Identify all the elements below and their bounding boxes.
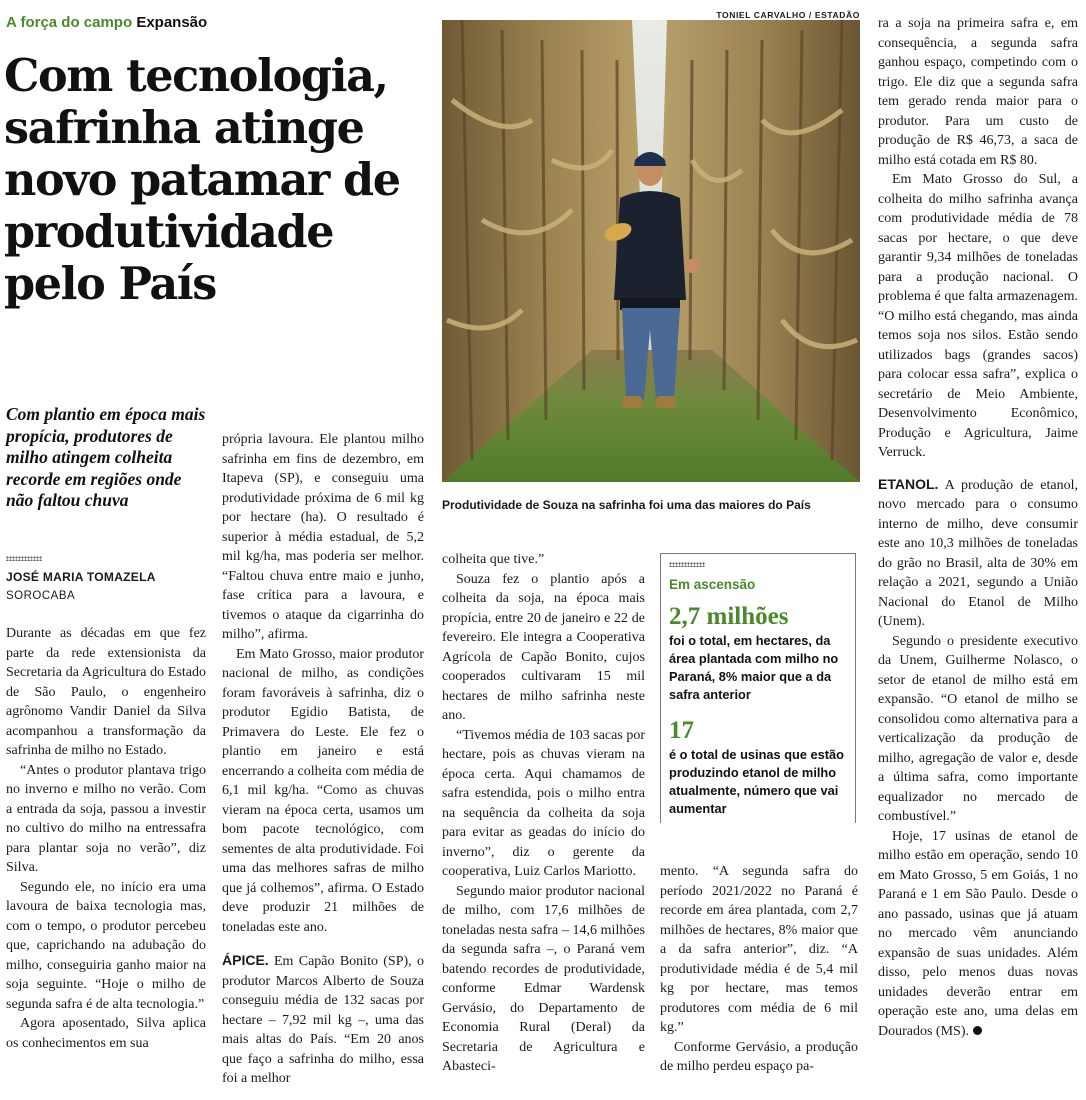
- photo-caption: Produtividade de Souza na safrinha foi uma das maiores do País: [442, 498, 811, 512]
- stat-value: 2,7 milhões: [669, 603, 789, 630]
- paragraph: ra a soja na primeira safra e, em consequência, a segunda safra ganhou espaço, competindo com o trigo. Ele diz que a segunda safra tem gerado renda maior para o produtor. Para um custo de produção de R$ 46,73, a saca de milho está cotada em R$ 80.: [878, 16, 1078, 168]
- stat-description: é o total de usinas que estão produzindo etanol de milho atualmente, número que vai aumentar: [669, 747, 844, 816]
- paragraph-apice: [222, 951, 424, 1089]
- box-divider: [669, 562, 705, 567]
- paragraph: Souza fez o plantio após a colheita da soja, na época mais propícia, entre 20 de janeiro e 22 de fevereiro. Ele integra a Cooperativa Agrícola de Capão Bonito, cujos cooperados cultivaram 15 mil hectares de milho safrinha neste ano.: [442, 571, 645, 723]
- byline-divider: [6, 556, 42, 561]
- paragraph: Segundo maior produtor nacional de milho, com 17,6 milhões de toneladas nesta safra – 14,6 milhões da segunda safra –, o Paraná vem batendo recordes de produtividade, conforme Edmar Wardensk Gervásio, do Departamento de Economia Rural (Deral) da Secretaria de Agricultura e Abasteci-: [442, 883, 645, 1074]
- stats-sidebar-box: [660, 553, 856, 823]
- paragraph: Agora aposentado, Silva aplica os conhecimentos em sua: [6, 1016, 206, 1051]
- photo-credit: TONIEL CARVALHO / ESTADÃO: [716, 10, 860, 20]
- subhead: Com plantio em época mais propícia, produtores de milho atingem colheita recorde em regiões onde não faltou chuva: [6, 404, 206, 510]
- article-column-1: [6, 624, 206, 1053]
- paragraph: Durante as décadas em que fez parte da rede extensionista da Secretaria da Agricultura do Estado de São Paulo, o engenheiro agrônomo Vandir Daniel da Silva acompanhou a transformação da safrinha de milho no Estado.: [6, 626, 206, 758]
- article-column-2: [222, 430, 424, 1089]
- end-of-article-bullet: [973, 1026, 982, 1035]
- paragraph: Conforme Gervásio, a produção de milho perdeu espaço pa-: [660, 1039, 858, 1074]
- section-name: A força do campo: [6, 14, 133, 31]
- box-title: Em ascensão: [669, 577, 756, 592]
- topic-name: Expansão: [136, 14, 208, 31]
- paragraph-text: Em Capão Bonito (SP), o produtor Marcos Alberto de Souza conseguiu média de 132 sacas por hectare – 7,92 mil kg –, uma das mais altas do País. “Em 20 anos que faço a safrinha do milho, essa foi a melhor: [222, 954, 424, 1086]
- headline: Com tecnologia, safrinha atinge novo patamar de produtividade pelo País: [4, 50, 400, 310]
- paragraph: Em Mato Grosso do Sul, a colheita do milho safrinha avança com produtividade média de 78 sacas por hectare, o que deve garantir 9,34 milhões de toneladas para a produção nacional. O problema é que falta armazenagem. “O milho está chegando, mas ainda temos soja nos silos. Estão sendo utilizados bags (grandes sacos) para colocar essa safra”, explica o secretário de Meio Ambiente, Desenvolvimento Econômico, Produção e Agricultura, Jaime Verruck.: [878, 172, 1078, 460]
- paragraph: própria lavoura. Ele plantou milho safrinha em fins de dezembro, em Itapeva (SP), e conseguiu uma produtividade próxima de 6 mil kg por hectare (ha). O resultado é superior à média estadual, de 5,2 mil kg/ha, mas poderia ser melhor. “Faltou chuva entre maio e junho, fase crítica para a lavoura, e tivemos o ataque da cigarrinha do milho”, afirma.: [222, 432, 424, 642]
- paragraph: Segundo ele, no início era uma lavoura de baixa tecnologia mas, com o tempo, o produtor percebeu que, caprichando na adubação do milho, conseguiria ganho maior na soja seguinte. “Hoje o milho de segunda safra é de alta tecnologia.”: [6, 879, 206, 1012]
- article-column-5: [878, 14, 1078, 1041]
- paragraph-text: Hoje, 17 usinas de etanol de milho estão em operação, sendo 10 em Mato Grosso, 5 em Goiás, 1 no Paraná e 1 em São Paulo. Desde o ano passado, usinas que já atuam no mercado vêm anunciando expansão de suas unidades. Além disso, pelo menos duas novas unidades deverão entrar em operação este ano, uma delas em Dourados (MS).: [878, 828, 1078, 1039]
- paragraph: “Tivemos média de 103 sacas por hectare, pois as chuvas vieram na época certa. Aqui chamamos de safra estendida, pois o milho entra na sequência da colheita da soja para evitar as geadas do início do inverno”, diz o gerente da cooperativa, Luiz Carlos Mariotto.: [442, 727, 645, 879]
- paragraph: colheita que tive.”: [442, 552, 545, 567]
- paragraph: Segundo o presidente executivo da Unem, Guilherme Nolasco, o setor de etanol de milho está em expansão. “O etanol de milho se consolidou como alternativa para a verticalização da produção de milho, agregação de valor e, desde a última safra, como importante equalizador no mercado de combustível.”: [878, 633, 1078, 824]
- stat-description: foi o total, em hectares, da área plantada com milho no Paraná, 8% maior que a da safra anterior: [669, 633, 839, 702]
- section-kicker: [6, 14, 207, 31]
- paragraph: “Antes o produtor plantava trigo no inverno e milho no verão. Com a entrada da soja, passou a investir no cultivo do milho na entressafra para plantar soja no verão”, diz Silva.: [6, 762, 206, 875]
- dateline-location: SOROCABA: [6, 590, 76, 602]
- paragraph-final: [878, 827, 1078, 1042]
- paragraph: Em Mato Grosso, maior produtor nacional de milho, as condições foram favoráveis à safrinha, diz o produtor Egidio Batista, de Primavera do Leste. Ele fez o plantio em janeiro e está encerrando a colheita com média de 6,1 mil kg/ha. “Como as chuvas vieram na época certa, usamos um bom pacote tecnológico, com sementes de alta produtividade. Foi uma das melhores safras de milho que já colhemos”, afirma. O Estado deve produzir 21 milhões de toneladas este ano.: [222, 646, 424, 935]
- subsection-lead: ETANOL.: [878, 475, 939, 492]
- subsection-lead: ÁPICE.: [222, 952, 269, 968]
- stat-value: 17: [669, 717, 694, 744]
- author-name: JOSÉ MARIA TOMAZELA: [6, 570, 156, 584]
- paragraph: mento. “A segunda safra do período 2021/2022 no Paraná é recorde em área plantada, com 2,7 milhões de hectares, 8% maior que a da safra anterior”, diz. “A produtividade média é de 5,4 mil kg por hectare, mas temos produtores com média de 6 mil kg.”: [660, 864, 858, 1035]
- cornfield-image: [442, 20, 860, 482]
- article-column-4: [660, 862, 858, 1077]
- paragraph-text: A produção de etanol, novo mercado para o consumo interno de milho, deve consumir este ano 10,3 milhões de toneladas do grão no Brasil, alta de 30% em relação a 2021, segundo a União Nacional do Etanol de Milho (Unem).: [878, 477, 1078, 629]
- article-column-3: [442, 550, 645, 1077]
- paragraph-etanol: [878, 475, 1078, 632]
- farmer-in-cornfield-photo: [442, 20, 860, 482]
